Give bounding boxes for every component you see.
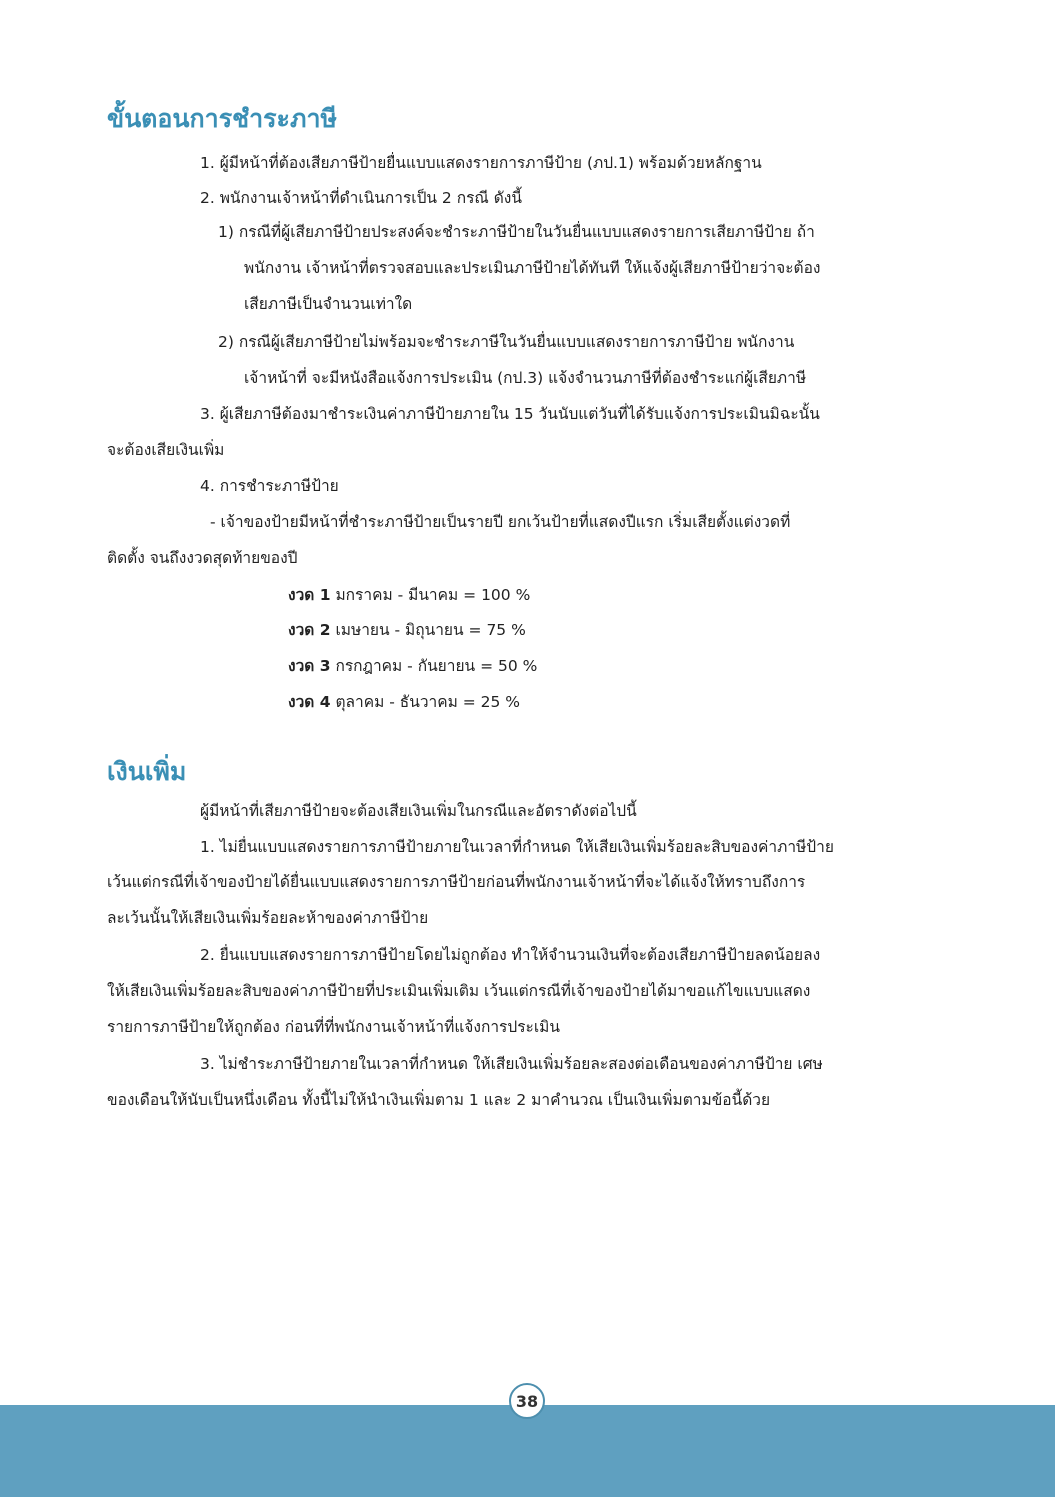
section-title-payment-steps: ขั้นตอนการชำระภาษี [107,104,337,133]
paragraph-line: 3. ไม่ชำระภาษีป้ายภายในเวลาที่กำหนด ให้เสียเงินเพิ่มร้อยละสองต่อเดือนของค่าภาษีป้าย เศษ [200,1055,823,1073]
installment-text: เมษายน - มิถุนายน = 75 % [330,621,526,639]
installment-label: งวด 3 [288,657,331,675]
paragraph-line: 1) กรณีที่ผู้เสียภาษีป้ายประสงค์จะชำระภาษีป้ายในวันยื่นแบบแสดงรายการเสียภาษีป้าย ถ้า [218,223,815,241]
paragraph-line: 3. ผู้เสียภาษีต้องมาชำระเงินค่าภาษีป้ายภายใน 15 วันนับแต่วันที่ได้รับแจ้งการประเมินมิฉะนั้น [200,405,820,423]
installment-row [288,692,520,712]
paragraph-line: เว้นแต่กรณีที่เจ้าของป้ายได้ยื่นแบบแสดงรายการภาษีป้ายก่อนที่พนักงานเจ้าหน้าที่จะได้แจ้งให้ทราบถึงการ [107,873,806,891]
paragraph-line: ให้เสียเงินเพิ่มร้อยละสิบของค่าภาษีป้ายที่ประเมินเพิ่มเติม เว้นแต่กรณีที่เจ้าของป้ายได้มาขอแก้ไขแบบแสดง [107,982,811,1000]
page-number: 38 [509,1383,545,1419]
section-title-surcharge: เงินเพิ่ม [107,757,187,786]
installment-label: งวด 1 [288,586,331,604]
paragraph-line: 2. ยื่นแบบแสดงรายการภาษีป้ายโดยไม่ถูกต้อง ทำให้จำนวนเงินที่จะต้องเสียภาษีป้ายลดน้อยลง [200,946,821,964]
paragraph-line: ติดตั้ง จนถึงงวดสุดท้ายของปี [107,549,298,567]
paragraph-line: พนักงาน เจ้าหน้าที่ตรวจสอบและประเมินภาษีป้ายได้ทันที ให้แจ้งผู้เสียภาษีป้ายว่าจะต้อง [244,259,821,277]
installment-text: กรกฎาคม - กันยายน = 50 % [330,657,538,675]
paragraph-line: ของเดือนให้นับเป็นหนึ่งเดือน ทั้งนี้ไม่ให้นำเงินเพิ่มตาม 1 และ 2 มาคำนวณ เป็นเงินเพิ่มตามข้อนี้ด้วย [107,1091,771,1109]
paragraph-line: 2) กรณีผู้เสียภาษีป้ายไม่พร้อมจะชำระภาษีในวันยื่นแบบแสดงรายการภาษีป้าย พนักงาน [218,333,795,351]
paragraph-line: ละเว้นนั้นให้เสียเงินเพิ่มร้อยละห้าของค่าภาษีป้าย [107,909,429,927]
paragraph-line: 1. ไม่ยื่นแบบแสดงรายการภาษีป้ายภายในเวลาที่กำหนด ให้เสียเงินเพิ่มร้อยละสิบของค่าภาษีป้าย [200,838,834,856]
installment-row [288,585,530,605]
installment-label: งวด 2 [288,621,331,639]
paragraph-line: 2. พนักงานเจ้าหน้าที่ดำเนินการเป็น 2 กรณี ดังนี้ [200,189,522,207]
installment-text: ตุลาคม - ธันวาคม = 25 % [330,693,521,711]
installment-row [288,656,537,676]
paragraph-line: 4. การชำระภาษีป้าย [200,477,339,495]
paragraph-line: ผู้มีหน้าที่เสียภาษีป้ายจะต้องเสียเงินเพิ่มในกรณีและอัตราดังต่อไปนี้ [200,802,637,820]
paragraph-line: เสียภาษีเป็นจำนวนเท่าใด [244,295,413,313]
paragraph-line: - เจ้าของป้ายมีหน้าที่ชำระภาษีป้ายเป็นรายปี ยกเว้นป้ายที่แสดงปีแรก เริ่มเสียตั้งแต่งวดที่ [210,513,791,531]
installment-row [288,620,526,640]
paragraph-line: เจ้าหน้าที่ จะมีหนังสือแจ้งการประเมิน (กป.3) แจ้งจำนวนภาษีที่ต้องชำระแก่ผู้เสียภาษี [244,369,807,387]
paragraph-line: 1. ผู้มีหน้าที่ต้องเสียภาษีป้ายยื่นแบบแสดงรายการภาษีป้าย (ภป.1) พร้อมด้วยหลักฐาน [200,154,762,172]
installment-label: งวด 4 [288,693,331,711]
installment-text: มกราคม - มีนาคม = 100 % [330,586,531,604]
paragraph-line: รายการภาษีป้ายให้ถูกต้อง ก่อนที่ที่พนักงานเจ้าหน้าที่แจ้งการประเมิน [107,1018,560,1036]
paragraph-line: จะต้องเสียเงินเพิ่ม [107,441,225,459]
